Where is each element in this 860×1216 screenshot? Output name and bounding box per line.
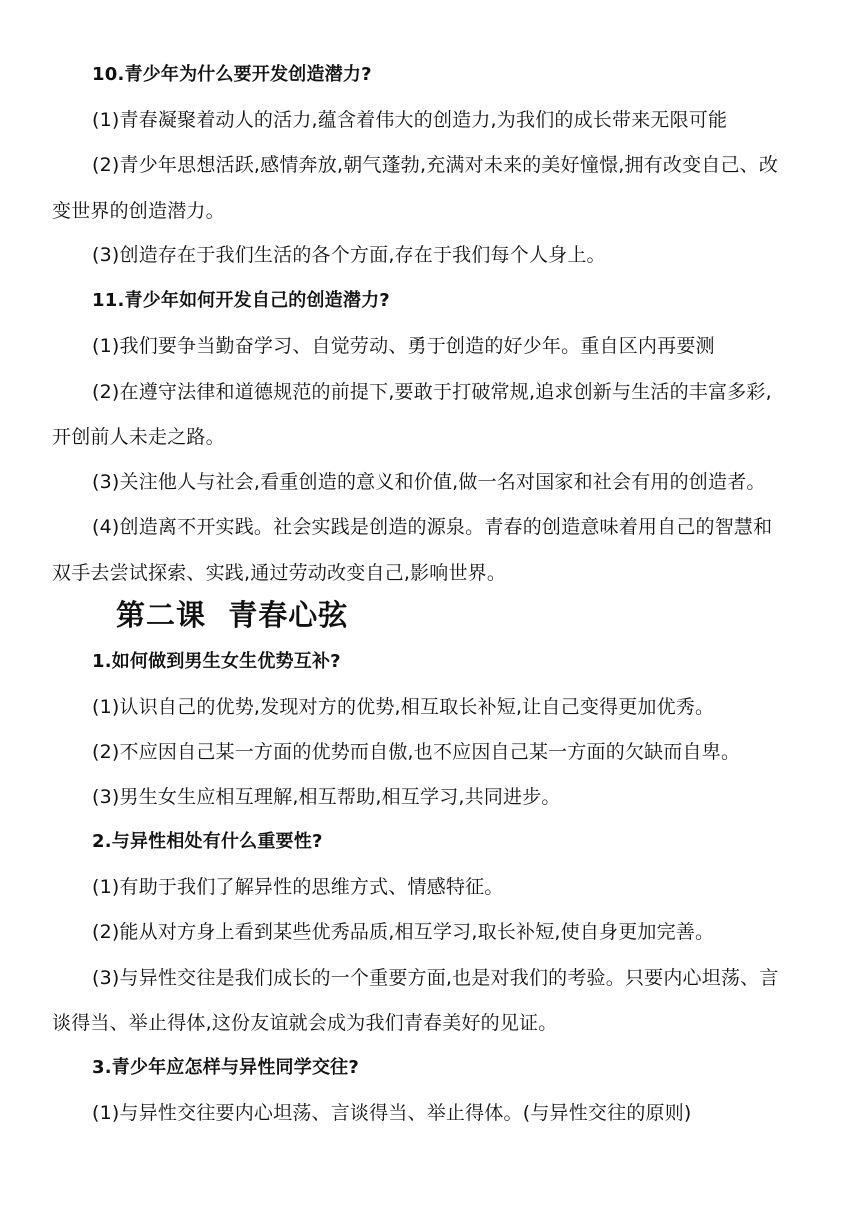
question-heading: 11.青少年如何开发自己的创造潜力? xyxy=(92,290,390,311)
answer-line: (4)创造离不开实践。社会实践是创造的源泉。青春的创造意味着用自己的智慧和 xyxy=(92,516,773,538)
answer-line: (1)认识自己的优势,发现对方的优势,相互取长补短,让自己变得更加优秀。 xyxy=(92,696,715,718)
answer-line: (3)男生女生应相互理解,相互帮助,相互学习,共同进步。 xyxy=(92,786,561,808)
answer-line: (3)创造存在于我们生活的各个方面,存在于我们每个人身上。 xyxy=(92,244,606,266)
question-heading: 1.如何做到男生女生优势互补? xyxy=(92,651,341,672)
answer-line: (1)青春凝聚着动人的活力,蕴含着伟大的创造力,为我们的成长带来无限可能 xyxy=(92,109,728,131)
chapter-title: 第二课 青春心弦 xyxy=(116,598,349,632)
answer-line: (2)在遵守法律和道德规范的前提下,要敢于打破常规,追求创新与生活的丰富多彩, xyxy=(92,381,772,403)
question-heading: 3.青少年应怎样与异性同学交往? xyxy=(92,1057,360,1078)
answer-line: (1)与异性交往要内心坦荡、言谈得当、举止得体。(与异性交往的原则) xyxy=(92,1102,692,1124)
answer-line-continuation: 开创前人未走之路。 xyxy=(52,426,225,448)
answer-line: (2)能从对方身上看到某些优秀品质,相互学习,取长补短,使自身更加完善。 xyxy=(92,921,715,943)
answer-line: (2)不应因自己某一方面的优势而自傲,也不应因自己某一方面的欠缺而自卑。 xyxy=(92,741,741,763)
answer-line: (1)有助于我们了解异性的思维方式、情感特征。 xyxy=(92,876,504,898)
answer-line-continuation: 谈得当、举止得体,这份友谊就会成为我们青春美好的见证。 xyxy=(52,1012,558,1034)
answer-line-continuation: 变世界的创造潜力。 xyxy=(52,200,225,222)
question-heading: 2.与异性相处有什么重要性? xyxy=(92,831,323,852)
answer-line: (3)关注他人与社会,看重创造的意义和价值,做一名对国家和社会有用的创造者。 xyxy=(92,471,766,493)
question-heading: 10.青少年为什么要开发创造潜力? xyxy=(92,64,372,85)
answer-line-continuation: 双手去尝试探索、实践,通过劳动改变自己,影响世界。 xyxy=(52,562,507,584)
answer-line: (1)我们要争当勤奋学习、自觉劳动、勇于创造的好少年。重自区内再要测 xyxy=(92,335,715,357)
answer-line: (2)青少年思想活跃,感情奔放,朝气蓬勃,充满对未来的美好憧憬,拥有改变自己、改 xyxy=(92,154,779,176)
answer-line: (3)与异性交往是我们成长的一个重要方面,也是对我们的考验。只要内心坦荡、言 xyxy=(92,967,779,989)
